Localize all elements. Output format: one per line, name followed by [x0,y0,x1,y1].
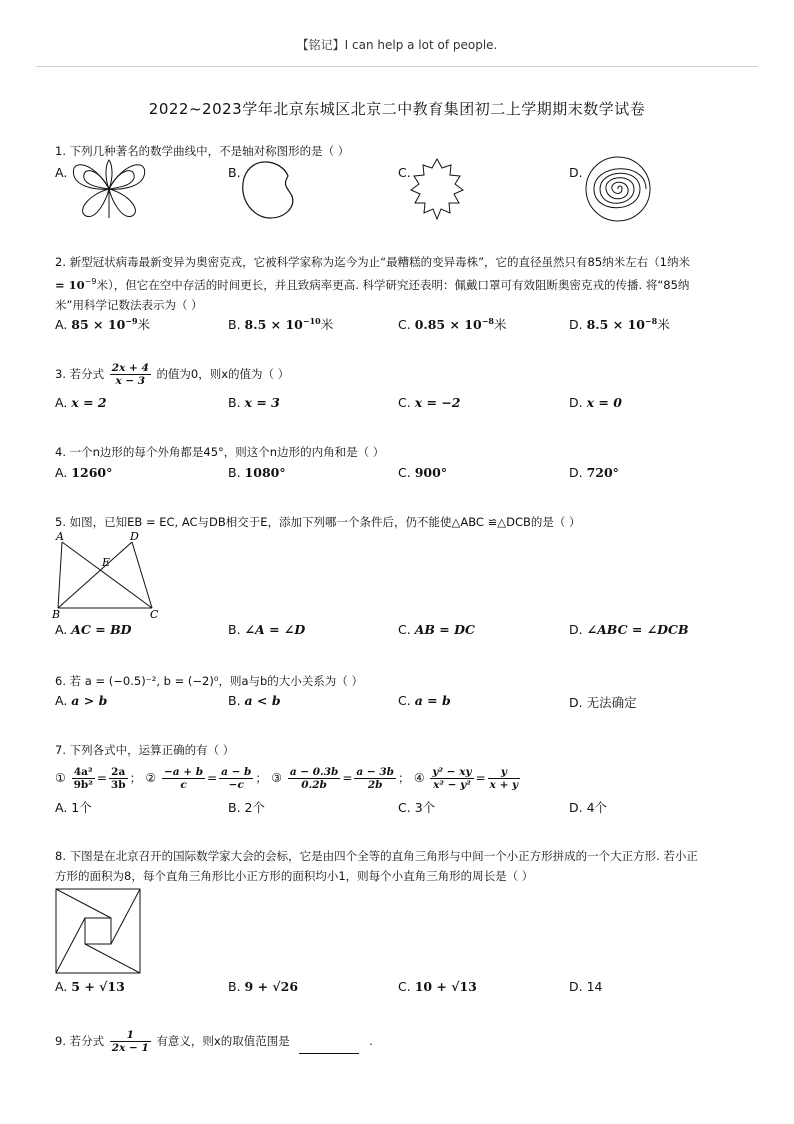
q3-fraction-numerator: 2x + 4 [111,362,149,374]
q8-option-a-value: 5 + √13 [71,979,125,994]
q2-option-d-mantissa: 8.5 × 10 [586,317,645,332]
q3-option-c [398,395,461,410]
q3-fraction [110,362,151,387]
q7-expressions [55,763,745,793]
q4-option-b-label: B. [228,465,241,480]
q7-item-4-right-num: y [488,766,520,779]
q8-option-c-label: C. [398,979,411,994]
question-8 [55,846,745,886]
q1-option-c-label: C. [398,165,411,180]
q3-option-b [228,395,280,410]
q2-option-c-mantissa: 0.85 × 10 [414,317,482,332]
q2-option-a-unit: 米 [137,317,151,332]
q6-option-a-label: A. [55,693,68,708]
q2-option-a [55,315,150,333]
q5-point-c-label: C [150,608,159,620]
q5-segment-dc [132,542,152,608]
q9-stem-pre: 9. 若分式 [55,1034,105,1048]
q4-option-b-value: 1080° [244,465,286,480]
q7-option-d-label: D. [569,800,583,815]
question-4 [55,442,745,462]
q4-option-a [55,465,112,480]
q7-item-1-left-den: 9b² [73,779,93,791]
q9-fraction-denominator: 2x − 1 [111,1042,149,1054]
q4-option-c-label: C. [398,465,411,480]
q5-point-a-label: A [56,530,64,543]
q5-option-c-value: AB = DC [414,622,475,637]
q4-option-c [398,465,447,480]
page-header: 【铭记】I can help a lot of people. [296,38,498,52]
q2-option-b-mantissa: 8.5 × 10 [244,317,303,332]
q2-option-c-exponent: −8 [481,315,494,326]
butterfly-curve-figure [64,156,154,222]
q8-option-a-label: A. [55,979,68,994]
q2-option-c-label: C. [398,317,411,332]
q7-option-b [228,798,265,816]
question-2-line-2 [55,272,745,295]
q7-option-a-value: 1个 [71,800,92,815]
cardioid-curve-figure [238,156,300,222]
q9-stem-end: . [369,1034,373,1048]
q7-item-2-left-num: −a + b [164,766,204,778]
q7-item-1-right-den: 3b [110,779,126,791]
q2-option-d-label: D. [569,317,583,332]
q4-option-c-value: 900° [414,465,448,480]
q6-option-b [228,693,281,708]
q7-option-a-label: A. [55,800,68,815]
q2-option-b-exponent: −10 [302,315,321,326]
q3-option-b-label: B. [228,395,241,410]
q3-option-a-label: A. [55,395,68,410]
q2-nm-base: = 10 [55,277,85,292]
q2-nm-exponent: −9 [84,277,97,286]
q5-segment-ab [58,542,62,608]
q2-option-d [569,315,670,333]
q7-item-1-right [109,766,128,791]
q7-item-2-left [162,766,205,791]
q7-item-4-eq: = [475,771,486,785]
q2-option-b-unit: 米 [320,317,334,332]
q8-option-c [398,979,477,994]
q7-item-4-left-num: y² − xy [432,766,472,778]
q7-sep-3: ； [397,771,410,785]
q2-option-a-mantissa: 85 × 10 [71,317,126,332]
q7-option-c-value: 3个 [414,800,436,815]
q7-item-1-mark: ① [55,771,66,785]
q5-option-b-label: B. [228,622,241,637]
q5-option-c-label: C. [398,622,411,637]
q6-option-d-value: 无法确定 [586,695,637,710]
spiral-curve-figure [583,154,653,224]
q7-item-3-left [288,766,341,791]
question-2-line-3: 米”用科学记数法表示为（ ） [55,297,203,312]
q8-option-d-value: 14 [586,979,603,994]
q5-option-a-value: AC = BD [71,622,132,637]
q7-option-b-label: B. [228,800,241,815]
q6-option-a-value: a > b [71,693,108,708]
q7-option-b-value: 2个 [244,800,265,815]
q7-option-c [398,798,435,816]
q7-item-3-mark: ③ [271,771,282,785]
q6-option-d [569,693,637,711]
q7-item-4-right-den: x + y [489,779,519,791]
q6-option-d-label: D. [569,695,583,710]
q7-item-3-left-num: a − 0.3b [289,766,339,778]
question-9 [55,1028,745,1054]
koch-snowflake-figure [405,156,469,222]
q8-option-b-value: 9 + √26 [244,979,299,994]
q8-option-d-label: D. [569,979,583,994]
q5-point-b-label: B [52,608,61,620]
q3-option-c-value: x = −2 [414,395,461,410]
q7-item-3-left-den: 0.2b [301,779,327,791]
q2-option-d-unit: 米 [657,317,670,332]
q7-item-1-left [72,766,95,791]
q9-stem-post: 有意义，则x的取值范围是 [156,1034,290,1048]
q2-line-2-text: 米），但它在空中存活的时间更长，并且致病率更高. 科学研究还表明：佩戴口罩可有效阻断奥密克戎的传播. 将“85纳 [96,277,690,292]
question-6-stem: 6. 若 a = (−0.5)⁻², b = (−2)⁰，则a与b的大小关系为（ ） [55,674,363,688]
q8-pinwheel-square-figure [55,888,141,974]
q3-stem-pre: 3. 若分式 [55,367,105,381]
q7-item-1-right-num: 2a [109,766,128,779]
q5-option-d-value: ∠ABC = ∠DCB [586,622,689,637]
question-6 [55,671,745,691]
q8-option-b [228,979,298,994]
q6-option-a [55,693,107,708]
q5-segment-db [58,542,132,608]
page-title: 2022~2023学年北京东城区北京二中教育集团初二上学期期末数学试卷 [148,100,646,118]
q4-option-a-value: 1260° [71,465,113,480]
q7-item-2-right-den: −c [228,779,244,791]
q8-option-a [55,979,125,994]
q2-option-d-exponent: −8 [644,315,658,326]
q7-option-d [569,798,607,816]
q7-item-1-left-num: 4a² [72,766,95,779]
q7-item-4-left [430,766,473,791]
question-1-stem: 1. 下列几种著名的数学曲线中，不是轴对称图形的是（ ） [55,144,350,158]
q2-option-c [398,315,507,333]
q1-option-d-label: D. [569,165,583,180]
q1-option-a-label: A. [55,165,68,180]
q9-fraction [110,1029,151,1054]
q4-option-a-label: A. [55,465,68,480]
q5-segment-ac [62,542,152,608]
question-5 [55,512,745,532]
q8-option-d [569,979,603,994]
q7-option-a [55,798,92,816]
question-8-line-1: 8. 下图是在北京召开的国际数学家大会的会标，它是由四个全等的直角三角形与中间一个小正方形拼成的一个大正方形. 若小正 [55,849,698,863]
q5-option-a [55,622,132,637]
q2-option-b-label: B. [228,317,241,332]
q2-option-c-unit: 米 [494,317,507,332]
q9-answer-blank[interactable] [299,1041,359,1054]
q3-option-b-value: x = 3 [244,395,280,410]
question-7-stem: 7. 下列各式中，运算正确的有（ ） [55,743,235,757]
question-2-line-1: 2. 新型冠状病毒最新变异为奥密克戎，它被科学家称为迄今为止“最糟糕的变异毒株”，它的直径虽然只有85纳米左右（1纳米 [55,255,690,269]
q7-option-c-label: C. [398,800,411,815]
q5-option-d [569,622,689,637]
q7-item-2-eq: = [207,771,218,785]
question-3 [55,362,745,387]
q7-item-2-right [219,766,253,791]
q6-option-c-value: a = b [414,693,451,708]
question-2 [55,252,745,315]
q7-item-3-right [354,766,396,791]
q2-option-a-label: A. [55,317,68,332]
q5-option-c [398,622,475,637]
q7-item-3-right-den: 2b [367,779,383,791]
q4-option-d-label: D. [569,465,583,480]
q6-option-b-label: B. [228,693,241,708]
q7-item-2-right-num: a − b [221,766,252,778]
q7-item-4-mark: ④ [413,771,425,785]
q3-option-d [569,395,622,410]
q3-option-c-label: C. [398,395,411,410]
q7-item-2-mark: ② [145,771,157,785]
q5-option-d-label: D. [569,622,583,637]
q3-option-a [55,395,107,410]
q5-point-e-label: E [102,556,111,569]
question-7 [55,740,745,760]
q8-option-b-label: B. [228,979,241,994]
q7-item-3-right-num: a − 3b [356,766,394,778]
q2-option-a-exponent: −9 [125,315,138,326]
q3-option-d-value: x = 0 [586,395,622,410]
q6-option-b-value: a < b [244,693,281,708]
q4-option-d-value: 720° [586,465,619,480]
q3-option-d-label: D. [569,395,583,410]
question-5-stem: 5. 如图，已知EB = EC, AC与DB相交于E，添加下列哪一个条件后，仍不能使△ABC ≌△DCB的是（ ） [55,515,581,529]
q3-stem-post: 的值为0，则x的值为（ ） [156,367,290,381]
q2-option-b [228,315,333,333]
q5-option-b [228,622,305,637]
q5-option-a-label: A. [55,622,68,637]
q7-item-2-left-den: c [180,779,187,791]
q5-option-b-value: ∠A = ∠D [244,622,306,637]
q9-fraction-numerator: 1 [110,1029,151,1042]
q6-option-c-label: C. [398,693,411,708]
q3-fraction-denominator: x − 3 [115,375,146,387]
q7-sep-1: ； [129,771,142,785]
q3-option-a-value: x = 2 [71,395,107,410]
q7-option-d-value: 4个 [586,800,608,815]
q1-option-b-label: B. [228,165,241,180]
question-4-stem: 4. 一个n边形的每个外角都是45°，则这个n边形的内角和是（ ） [55,445,385,459]
q7-item-4-left-den: x² − y² [433,779,471,791]
q7-item-3-eq: = [342,771,353,785]
q5-point-d-label: D [130,530,139,543]
q4-option-d [569,465,619,480]
q4-option-b [228,465,286,480]
header-divider [36,66,758,67]
q8-option-c-value: 10 + √13 [414,979,477,994]
q7-sep-2: ； [255,771,268,785]
q5-geometry-figure [50,530,165,620]
q7-item-1-eq: = [96,771,107,785]
q6-option-c [398,693,451,708]
q7-item-4-right [488,766,520,791]
question-8-line-2: 方形的面积为8，每个直角三角形比小正方形的面积均小1，则每个小直角三角形的周长是（ ） [55,869,534,883]
